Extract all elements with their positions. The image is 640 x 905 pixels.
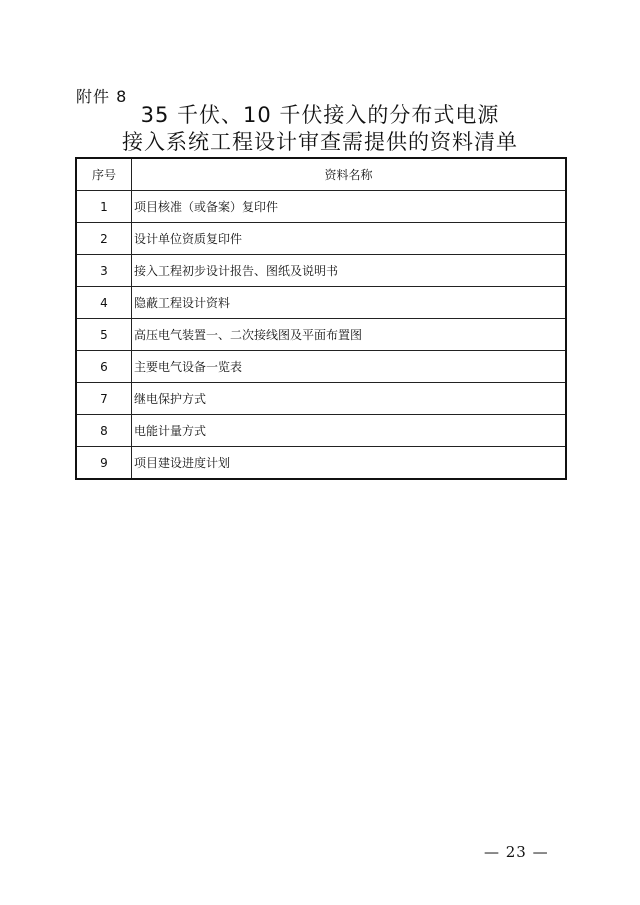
table-row (76, 319, 566, 351)
row-material-name: 继电保护方式 (132, 383, 567, 415)
row-serial-number: 9 (76, 447, 132, 480)
table-header-row (76, 158, 566, 191)
attachment-label: 附件 8 (76, 87, 128, 106)
row-serial-number: 1 (76, 191, 132, 223)
row-material-name: 隐蔽工程设计资料 (132, 287, 567, 319)
table-row (76, 351, 566, 383)
table-row (76, 447, 566, 480)
header-serial-number: 序号 (76, 158, 132, 191)
table-row (76, 255, 566, 287)
row-serial-number: 6 (76, 351, 132, 383)
row-material-name: 接入工程初步设计报告、图纸及说明书 (132, 255, 567, 287)
table-row (76, 223, 566, 255)
row-serial-number: 2 (76, 223, 132, 255)
row-serial-number: 5 (76, 319, 132, 351)
document-title-line-2: 接入系统工程设计审查需提供的资料清单 (122, 130, 518, 154)
row-material-name: 高压电气装置一、二次接线图及平面布置图 (132, 319, 567, 351)
header-material-name: 资料名称 (132, 158, 567, 191)
page-number: — 23 — (484, 843, 549, 861)
table-row (76, 383, 566, 415)
row-material-name: 主要电气设备一览表 (132, 351, 567, 383)
row-serial-number: 8 (76, 415, 132, 447)
table-row (76, 415, 566, 447)
materials-table (75, 157, 567, 480)
row-material-name: 设计单位资质复印件 (132, 223, 567, 255)
row-material-name: 项目核准（或备案）复印件 (132, 191, 567, 223)
row-serial-number: 4 (76, 287, 132, 319)
row-serial-number: 7 (76, 383, 132, 415)
row-material-name: 电能计量方式 (132, 415, 567, 447)
row-material-name: 项目建设进度计划 (132, 447, 567, 480)
table-row (76, 287, 566, 319)
table-row (76, 191, 566, 223)
document-title-line-1: 35 千伏、10 千伏接入的分布式电源 (140, 103, 500, 127)
row-serial-number: 3 (76, 255, 132, 287)
